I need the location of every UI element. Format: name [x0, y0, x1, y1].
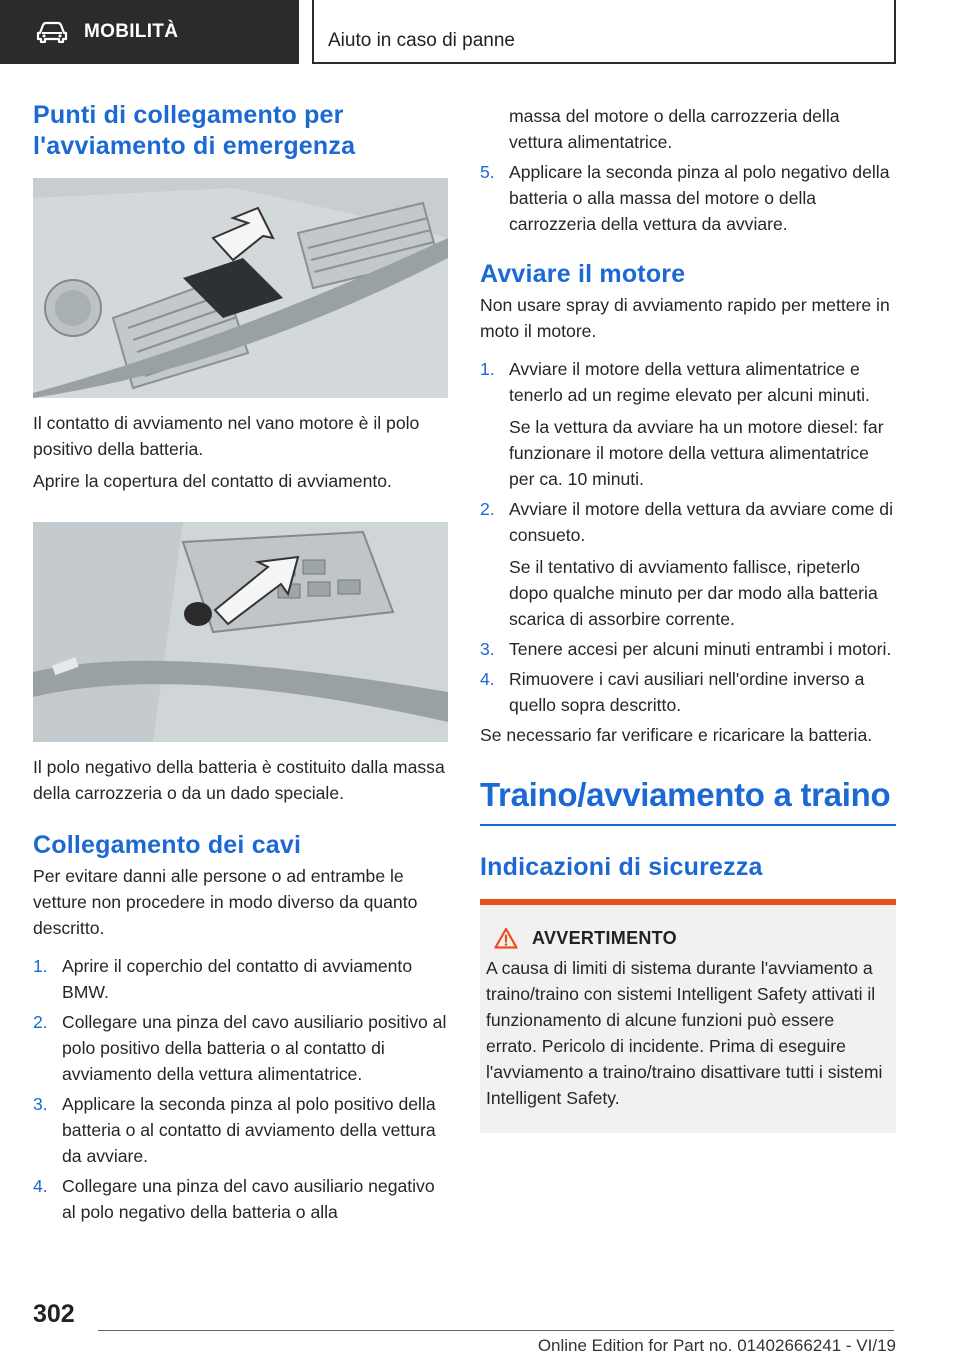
warning-box	[480, 899, 896, 1133]
warning-header	[486, 927, 888, 949]
chapter-title: Traino/avviamento a traino	[480, 774, 896, 826]
list-item: 1. Avviare il motore della vettura alimentatrice e tenerlo ad un regime elevato per alcuni minuti. Se la vettura da avviare ha un motore diesel: far funzionare il motore della vettura alimentatrice per ca. 10 minuti.	[480, 359, 884, 489]
section-title: Punti di collegamento per l'avviamento di emergenza	[33, 101, 356, 160]
section-heading: Collegamento dei cavi	[33, 831, 302, 859]
list-item: 3. Applicare la seconda pinza al polo positivo della batteria o al contatto di avviamento della vettura da avviare.	[33, 1094, 436, 1166]
list-item: 2. Collegare una pinza del cavo ausiliario positivo al polo positivo della batteria o al contatto di avviamento della vettura alimentatrice.	[33, 1012, 447, 1084]
chapter-label: Aiuto in caso di panne	[328, 30, 515, 51]
paragraph: Per evitare danni alle persone o ad entrambe le vetture non procedere in modo diverso da quanto descritto.	[33, 866, 418, 938]
section-label: MOBILITÀ	[84, 21, 179, 42]
warning-label: AVVERTIMENTO	[532, 927, 677, 948]
left-column	[33, 100, 448, 1225]
section-tab	[0, 0, 299, 64]
engine-bay-photo-positive	[33, 178, 448, 398]
section-heading: Avviare il motore	[480, 260, 686, 288]
list-item: 4. Rimuovere i cavi ausiliari nell'ordine inverso a quello sopra descritto.	[480, 669, 865, 715]
section-heading: Indicazioni di sicurezza	[480, 853, 763, 881]
connection-steps-continued	[480, 103, 896, 237]
warning-triangle-icon	[494, 927, 518, 949]
start-engine-steps	[480, 356, 896, 718]
right-column	[480, 103, 896, 1133]
warning-text: A causa di limiti di sistema durante l'avviamento a traino/traino con sistemi Intelligent Safety attivati il funzionamento di alcune funzioni può essere errato. Pericolo di incidente. Prima di eseguire l'avviamento a traino/traino disattivare tutti i sistemi Intelligent Safety.	[486, 958, 883, 1108]
paragraph: Non usare spray di avviamento rapido per mettere in moto il motore.	[480, 295, 890, 341]
paragraph: Il polo negativo della batteria è costituito dalla massa della carrozzeria o da un dado speciale.	[33, 757, 445, 803]
engine-bay-photo-negative	[33, 522, 448, 742]
footer-divider	[98, 1330, 894, 1331]
chapter-tab	[312, 0, 896, 64]
list-item: 2. Avviare il motore della vettura da avviare come di consueto. Se il tentativo di avviamento fallisce, ripeterlo dopo qualche minuto per dar modo alla batteria scarica di assorbire corrente.	[480, 499, 893, 629]
list-item-continued: massa del motore o della carrozzeria della vettura alimentatrice.	[509, 106, 840, 152]
list-item: 3. Tenere accesi per alcuni minuti entrambi i motori.	[480, 639, 892, 659]
list-item: 5. Applicare la seconda pinza al polo negativo della batteria o alla massa del motore o della carrozzeria della vettura da avviare.	[480, 162, 890, 234]
list-item: 1. Aprire il coperchio del contatto di avviamento BMW.	[33, 956, 413, 1002]
paragraph: Il contatto di avviamento nel vano motore è il polo positivo della batteria.	[33, 413, 420, 459]
list-item: 4. Collegare una pinza del cavo ausiliario negativo al polo negativo della batteria o alla	[33, 1176, 435, 1222]
connection-steps	[33, 953, 448, 1225]
paragraph: Se necessario far verificare e ricaricare la batteria.	[480, 725, 873, 745]
car-icon	[36, 21, 68, 43]
paragraph: Aprire la copertura del contatto di avviamento.	[33, 471, 392, 491]
page-number: 302	[33, 1300, 75, 1328]
edition-info: Online Edition for Part no. 01402666241 - VI/19	[537, 1336, 896, 1355]
